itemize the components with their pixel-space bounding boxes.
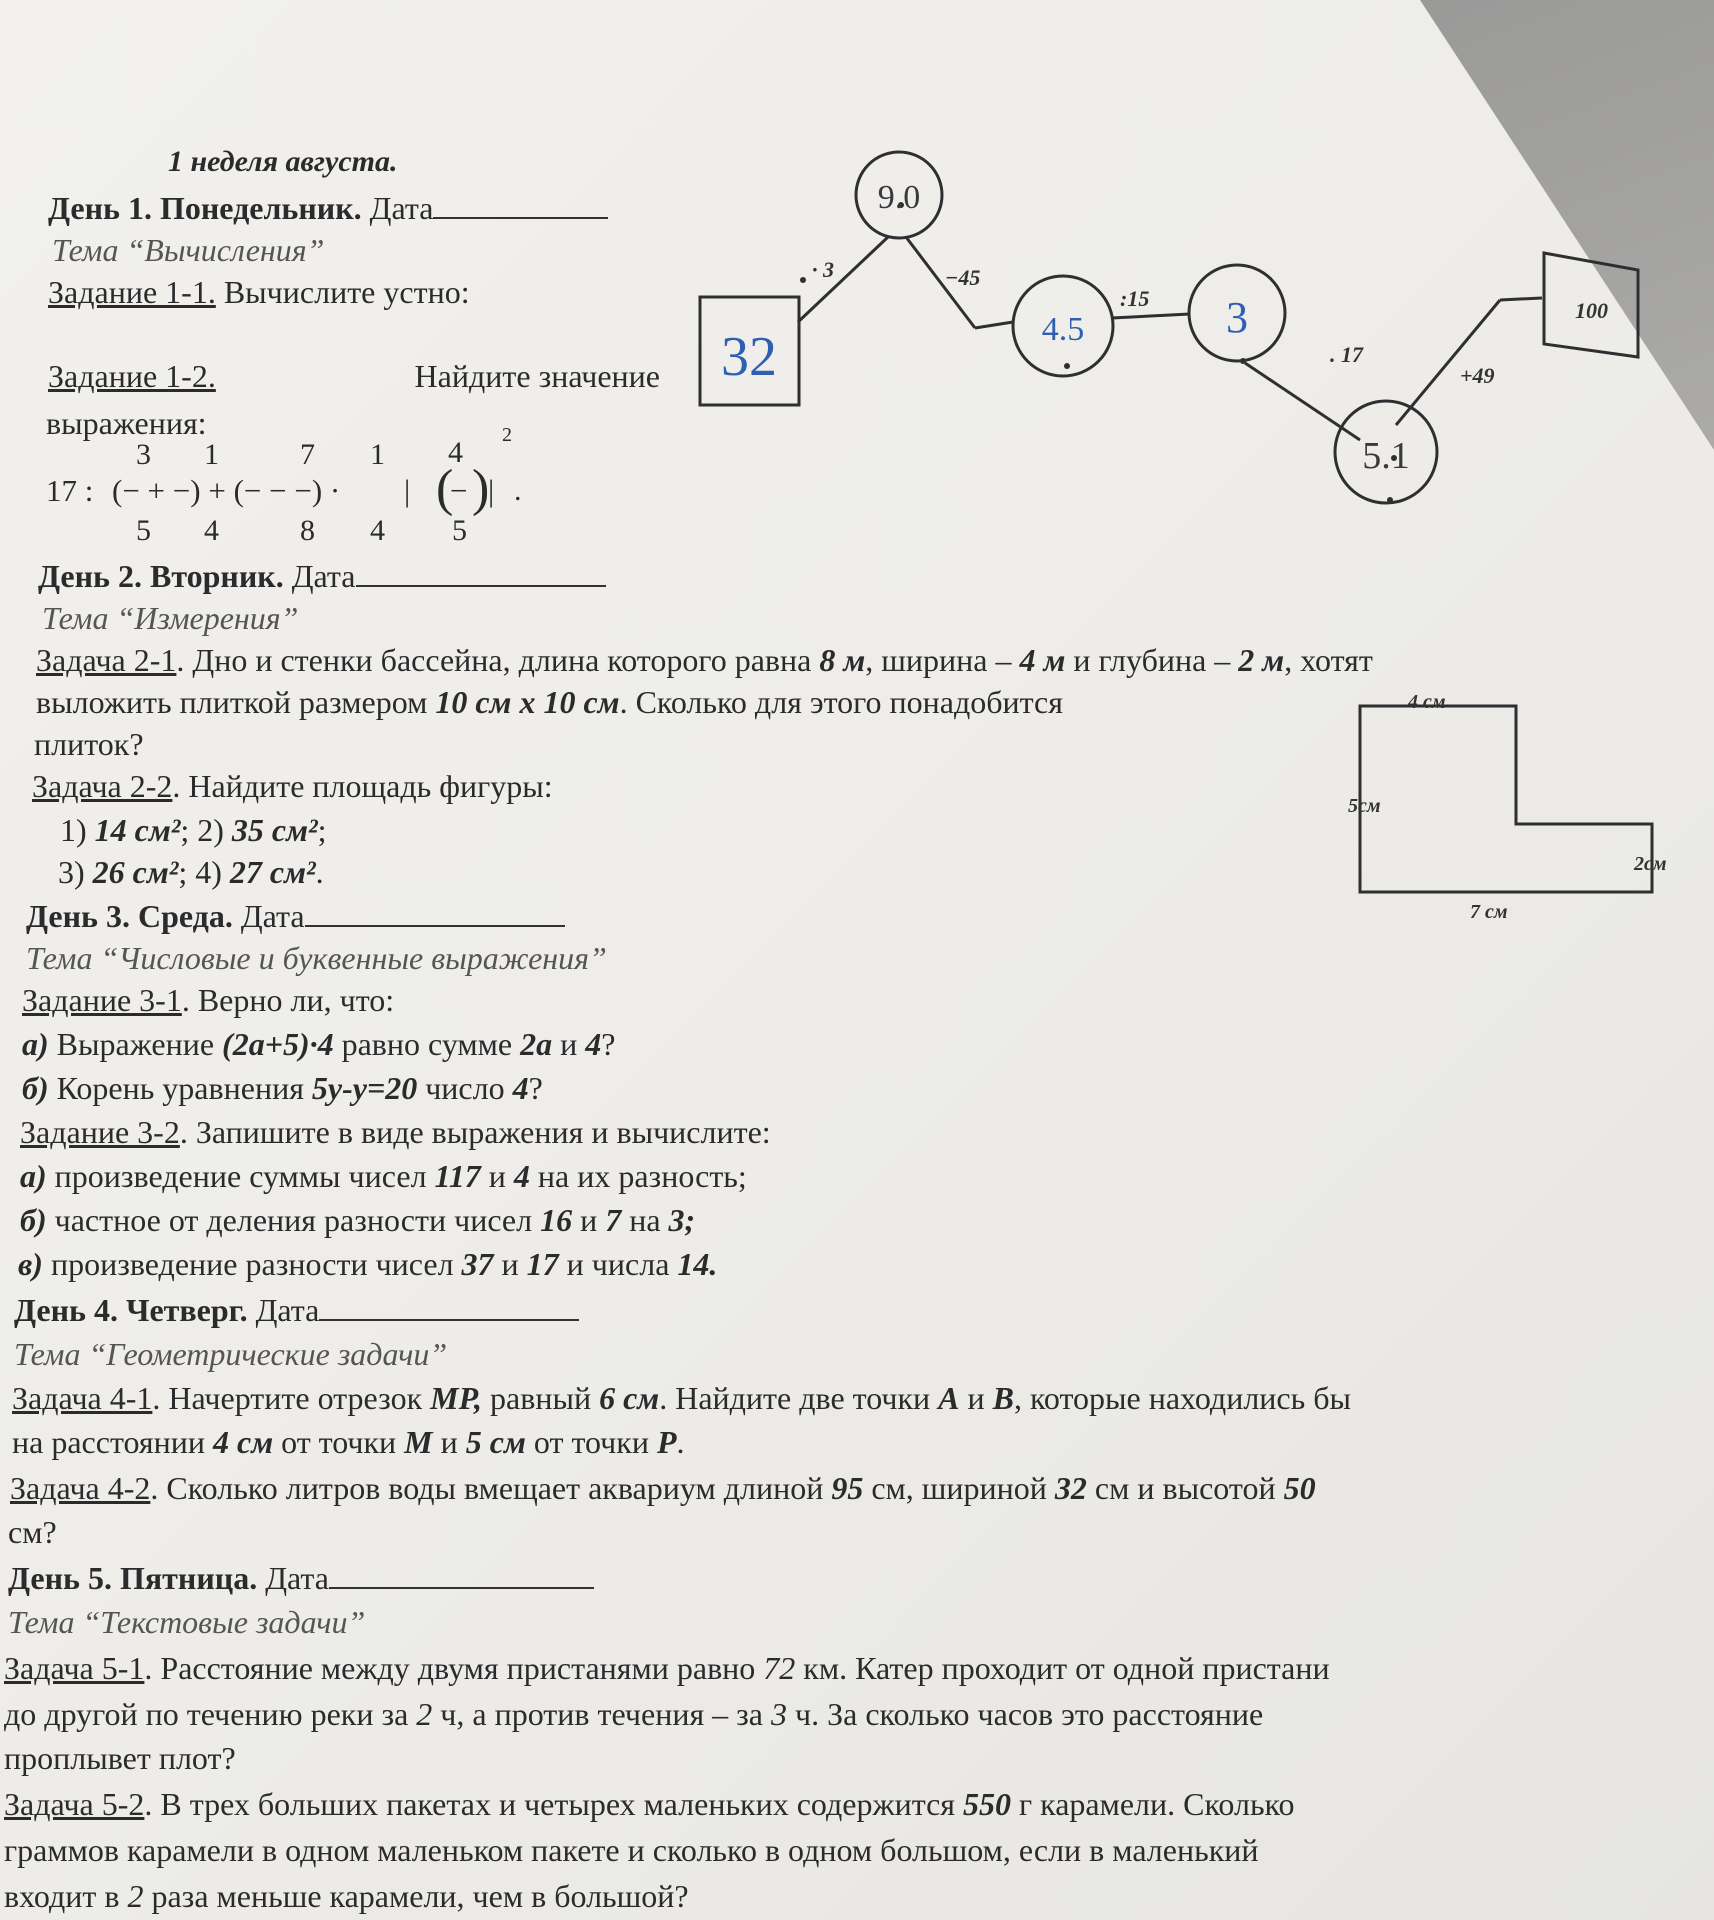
aquarium-width: 32 [1054,1470,1087,1506]
day3-title: День 3. Среда. [26,898,233,934]
task-2-1-text-b: , ширина – [865,642,1020,678]
option-2-value: 35 см² [231,812,318,848]
distance-from-m: 4 см [212,1424,274,1460]
task-4-2-text-a: . Сколько литров воды вмещает аквариум длиной [150,1470,832,1506]
task-5-1-text-b: км. Катер проходит от одной пристани [795,1650,1330,1686]
expr-num1: 3 [136,438,151,471]
expr-lead: 17 : [46,473,94,508]
expr-paren-right: ) [472,460,490,517]
figure-label-top: 4 см [1408,691,1446,713]
task-3-2 [20,1112,771,1152]
task-5-2-line2: граммов карамели в одном маленьком пакете и сколько в одном большом, если в маленький [4,1832,1259,1868]
task-5-1-line3: проплывет плот? [4,1740,236,1776]
expr-den5: 5 [452,514,467,547]
pool-depth: 2 м [1238,642,1285,678]
task-5-1-text-l2b: ч, а против течения – за [432,1696,771,1732]
item-a-value: 4 [585,1026,602,1062]
item-3-2-a-num1: 117 [434,1158,481,1194]
day4-title: День 4. Четверг. [14,1292,248,1328]
item-3-2-b-num2: 7 [605,1202,622,1238]
day1-title: День 1. Понедельник. [48,190,362,226]
task-4-1-line2 [12,1422,684,1462]
chain-start-value: 32 [721,326,777,388]
item-3-2-a-num2: 4 [513,1158,530,1194]
task-3-2-a [20,1156,747,1196]
task-4-2-ref: Задача 4-2 [10,1470,151,1506]
day2-title: День 2. Вторник. [38,558,284,594]
task-4-2-text-c: см и высотой [1086,1470,1284,1506]
task-4-2-line1 [10,1468,1316,1508]
figure-label-left: 5см [1348,795,1381,817]
task-5-2-ref: Задача 5-2 [4,1786,145,1822]
segment-mp: MP, [430,1380,483,1416]
day1-date-label: Дата [369,190,434,226]
expr-operators: (− + −) + (− − −) · [112,473,341,508]
expr-den3: 8 [300,514,315,547]
option-1-num: 1) [60,812,95,848]
task-4-1-text-l2a: на расстоянии [12,1424,213,1460]
aquarium-length: 95 [831,1470,864,1506]
item-3-2-c-text-1: произведение разности чисел [42,1246,462,1282]
day1-topic: Тема “Вычисления” [52,232,325,268]
task-5-1-text-l2c: ч. За сколько часов это расстояние [787,1696,1264,1732]
task-2-1-text-l2b: . Сколько для этого понадобится [619,684,1063,720]
day4-header [14,1290,579,1330]
task-2-1-ref: Задача 2-1 [36,642,177,678]
aquarium-height: 50 [1283,1470,1316,1506]
task-5-2-text-b: г карамели. Сколько [1011,1786,1295,1822]
day3-date-label: Дата [240,898,305,934]
task-2-2-ref: Задача 2-2 [32,768,173,804]
day5-header [8,1558,594,1598]
task-3-2-c [18,1244,717,1284]
item-3-2-b-text-2: и [572,1202,606,1238]
expr-paren-left: ( [436,460,454,517]
day3-topic: Тема “Числовые и буквенные выражения” [26,940,607,976]
item-3-2-c-num2: 17 [526,1246,559,1282]
week-title: 1 неделя августа. [168,145,398,178]
option-1-value: 14 см² [94,812,181,848]
task-4-2-text-b: см, шириной [863,1470,1055,1506]
task-1-2-text2: выражения: [46,405,207,441]
task-2-2-text: . Найдите площадь фигуры: [172,768,553,804]
expr-den2: 4 [204,514,219,547]
task-3-1 [22,980,394,1020]
option-2-end: ; [317,812,327,848]
upstream-time: 3 [771,1696,787,1732]
day4-date-label: Дата [255,1292,320,1328]
chain-op-2: −45 [945,265,981,290]
task-3-1-a [22,1024,615,1064]
expr-frac-bar: − [450,473,468,508]
task-4-1-text-d: и [959,1380,993,1416]
task-4-1-text-c: . Найдите две точки [659,1380,939,1416]
item-a-sum: 2а [520,1026,553,1062]
option-3-value: 26 см² [92,854,179,890]
task-3-2-text: . Запишите в виде выражения и вычислите: [179,1114,771,1150]
item-b-value: 4 [512,1070,529,1106]
expr-abs-bar-right: | [488,473,495,508]
figure-label-bottom: 7 см [1470,901,1508,923]
task-2-1-line3: плиток? [34,726,144,762]
task-5-2-line1 [4,1784,1294,1824]
day3-date-blank [305,899,565,927]
expr-abs-bar-left: | [404,473,411,508]
point-m: M [404,1424,433,1460]
task-4-1-ref: Задача 4-1 [12,1380,153,1416]
task-4-1-text-l2b: от точки [273,1424,405,1460]
chain-op-1: · 3 [812,257,834,282]
chain-end-value: 100 [1575,298,1608,323]
point-b: B [992,1380,1014,1416]
ratio-value: 2 [127,1878,144,1914]
chain-op-3: :15 [1120,286,1150,311]
day2-topic: Тема “Измерения” [42,600,299,636]
figure-label-right: 2см [1634,853,1667,875]
item-3-2-b-text-3: на [621,1202,669,1238]
item-3-2-c-text-2: и [493,1246,527,1282]
expr-den4: 4 [370,514,385,547]
item-3-2-a-text-1: произведение суммы чисел [46,1158,435,1194]
task-4-1-text-l2e: . [676,1424,685,1460]
point-a: A [938,1380,960,1416]
expr-num3: 7 [300,438,315,471]
item-3-2-a-text-3: на их разность; [529,1158,747,1194]
item-a-text-3: и [552,1026,586,1062]
day5-date-blank [329,1561,594,1589]
downstream-time: 2 [416,1696,433,1732]
item-3-2-c-num3: 14. [677,1246,718,1282]
task-5-2-text-a: . В трех больших пакетах и четырех маленьких содержится [144,1786,963,1822]
task-4-1-line1 [12,1378,1672,1418]
task-2-1-text-e: , хотят [1284,642,1373,678]
item-3-2-c-text-3: и числа [558,1246,678,1282]
task-5-1-line2 [4,1694,1263,1734]
task-4-2-line2: см? [8,1514,57,1550]
item-b-equation: 5у-у=20 [311,1070,418,1106]
day5-topic: Тема “Текстовые задачи” [8,1604,366,1640]
task-5-2-text-l3a: входит в [4,1878,128,1914]
expr-end: . [514,474,522,507]
task-1-2-ref: Задание 1-2. [48,358,216,394]
day4-topic: Тема “Геометрические задачи” [14,1336,448,1372]
chain-node-3-value: 3 [1226,293,1248,342]
task-3-2-ref: Задание 3-2 [20,1114,180,1150]
item-3-2-b-num1: 16 [540,1202,573,1238]
item-b-end: ? [528,1070,543,1106]
item-a-label: а) [22,1026,49,1062]
task-3-1-text: . Верно ли, что: [181,982,395,1018]
segment-length: 6 см [599,1380,660,1416]
task-5-1-text-a: . Расстояние между двумя пристанями равно [144,1650,764,1686]
task-3-1-ref: Задание 3-1 [22,982,182,1018]
task-3-2-b [20,1200,695,1240]
item-b-label: б) [22,1070,49,1106]
task-5-2-text-l3b: раза меньше карамели, чем в большой? [143,1878,689,1914]
expr-exponent: 2 [502,424,512,446]
chain-node-4-value: 5.1 [1362,435,1410,477]
task-4-1-text-l2d: от точки [525,1424,657,1460]
expr-num4: 1 [370,438,385,471]
day5-title: День 5. Пятница. [8,1560,258,1596]
task-3-1-b [22,1068,543,1108]
item-3-2-a-text-2: и [480,1158,514,1194]
item-a-text-1: Выражение [48,1026,223,1062]
task-2-1-text-c: и глубина – [1065,642,1239,678]
expr-num2: 1 [204,438,219,471]
task-4-1-text-a: . Начертите отрезок [152,1380,431,1416]
task-4-1-text-b: равный [482,1380,600,1416]
day5-date-label: Дата [265,1560,329,1596]
option-4-value: 27 см² [229,854,316,890]
task-4-1-text-l2c: и [432,1424,466,1460]
task-2-1-text-l2a: выложить плиткой размером [36,684,436,720]
item-a-end: ? [601,1026,616,1062]
task-5-1-ref: Задача 5-1 [4,1650,145,1686]
item-3-2-b-text-1: частное от деления разности чисел [46,1202,541,1238]
item-a-expression: (2а+5)·4 [222,1026,334,1062]
task-4-1-text-e: , которые находились бы [1013,1380,1351,1416]
day3-header [26,896,565,936]
task-5-1-line1 [4,1648,1330,1688]
option-4-num: ; 4) [178,854,230,890]
task-1-2-text: Найдите значение [414,358,660,394]
point-p: P [656,1424,677,1460]
item-3-2-a-label: а) [20,1158,47,1194]
item-b-text-1: Корень уравнения [48,1070,312,1106]
day4-date-blank [319,1293,579,1321]
day2-date-label: Дата [291,558,356,594]
item-3-2-b-label: б) [20,1202,47,1238]
chain-node-1-value: 9.0 [877,179,921,216]
item-3-2-c-num1: 37 [461,1246,494,1282]
l-shape-outline [1360,706,1652,892]
caramel-total: 550 [963,1786,1011,1822]
distance-from-p: 5 см [465,1424,526,1460]
expr-num5: 4 [448,436,463,469]
option-2-num: ; 2) [180,812,232,848]
pool-width: 4 м [1019,642,1066,678]
item-3-2-b-num3: 3; [668,1202,696,1238]
task-2-1-text-a: . Дно и стенки бассейна, длина которого равна [176,642,820,678]
expr-den1: 5 [136,514,151,547]
option-4-end: . [315,854,324,890]
item-a-text-2: равно сумме [333,1026,521,1062]
pier-distance: 72 [763,1650,796,1686]
item-3-2-c-label: в) [18,1246,43,1282]
option-3-num: 3) [58,854,93,890]
task-5-1-text-l2a: до другой по течению реки за [4,1696,417,1732]
task-1-1-ref: Задание 1-1. [48,274,216,310]
pool-length: 8 м [819,642,866,678]
task-1-1-text: Вычислите устно: [215,274,470,310]
task-5-2-line3 [4,1876,689,1916]
tile-size: 10 см х 10 см [435,684,620,720]
chain-op-5: +49 [1460,363,1495,388]
chain-node-2-value: 4.5 [1041,311,1085,348]
chain-op-4: . 17 [1330,342,1363,367]
item-b-text-2: число [417,1070,513,1106]
